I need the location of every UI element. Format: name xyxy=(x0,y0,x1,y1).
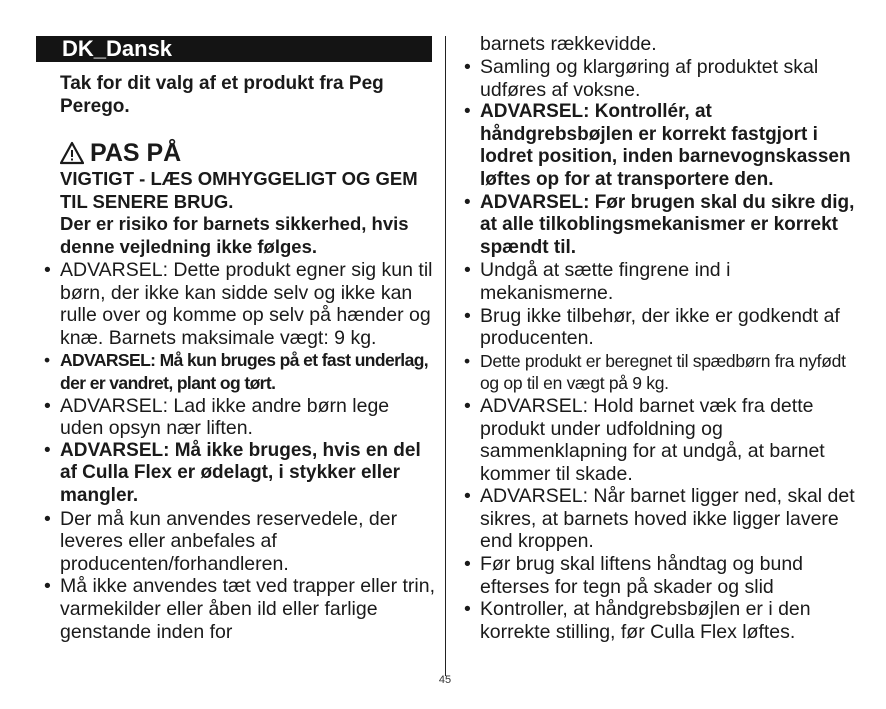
left-warning-list xyxy=(36,259,436,643)
caution-block xyxy=(60,138,432,258)
list-item: • ADVARSEL: Lad ikke andre børn lege uden opsyn nær liften. xyxy=(36,395,436,440)
list-item: • ADVARSEL: Må ikke bruges, hvis en del af Culla Flex er ødelagt, i stykker eller mangler. xyxy=(36,440,436,508)
language-label: DK_Dansk xyxy=(62,36,173,61)
list-item: • ADVARSEL: Hold barnet væk fra dette produkt under udfoldning og sammenklapning for at undgå, at barnet kommer til skade. xyxy=(456,395,858,485)
caution-title: PAS PÅ xyxy=(90,139,182,167)
list-item: • ADVARSEL: Kontrollér, at håndgrebsbøjlen er korrekt fastgjort i lodret position, inden barnevognskassen løftes op for at transportere den. xyxy=(456,101,858,191)
caution-important-text: VIGTIGT - LÆS OMHYGGELIGT OG GEM TIL SENERE BRUG. xyxy=(60,168,418,212)
right-warning-list xyxy=(456,56,858,643)
language-header-bar xyxy=(36,36,432,62)
list-item: • ADVARSEL: Må kun bruges på et fast underlag, der er vandret, plant og tørt. xyxy=(36,349,436,394)
list-item: • Der må kun anvendes reservedele, der leveres eller anbefales af producenten/forhandleren. xyxy=(36,508,436,576)
list-item: • Samling og klargøring af produktet skal udføres af voksne. xyxy=(456,56,858,101)
list-item: • Dette produkt er beregnet til spædbørn fra nyfødt og op til en vægt på 9 kg. xyxy=(456,350,858,395)
caution-risk-text: Der er risiko for barnets sikkerhed, hvis denne vejledning ikke følges. xyxy=(60,213,409,257)
column-divider xyxy=(445,36,446,676)
intro-text: Tak for dit valg af et produkt fra Peg Perego. xyxy=(60,73,384,117)
list-item: • ADVARSEL: Før brugen skal du sikre dig, at alle tilkoblingsmekanismer er korrekt spændt til. xyxy=(456,192,858,260)
warning-triangle-icon xyxy=(60,141,84,165)
page-number: 45 xyxy=(438,674,452,686)
list-item: • Brug ikke tilbehør, der ikke er godkendt af producenten. xyxy=(456,305,858,350)
list-item: • Før brug skal liftens håndtag og bund efterses for tegn på skader og slid xyxy=(456,553,858,598)
list-item: • Kontroller, at håndgrebsbøjlen er i den korrekte stilling, før Culla Flex løftes. xyxy=(456,598,858,643)
caution-heading xyxy=(60,138,432,168)
list-item: • ADVARSEL: Dette produkt egner sig kun til børn, der ikke kan sidde selv og ikke kan rulle over og komme op selv på hænder og knæ. Barnets maksimale vægt: 9 kg. xyxy=(36,259,436,349)
list-item: • Undgå at sætte fingrene ind i mekanismerne. xyxy=(456,259,858,304)
continued-text: barnets rækkevidde. xyxy=(480,33,657,55)
list-item: • Må ikke anvendes tæt ved trapper eller trin, varmekilder eller åben ild eller farlige genstande inden for xyxy=(36,575,436,643)
list-item: • ADVARSEL: Når barnet ligger ned, skal det sikres, at barnets hoved ikke ligger lavere end kroppen. xyxy=(456,485,858,553)
